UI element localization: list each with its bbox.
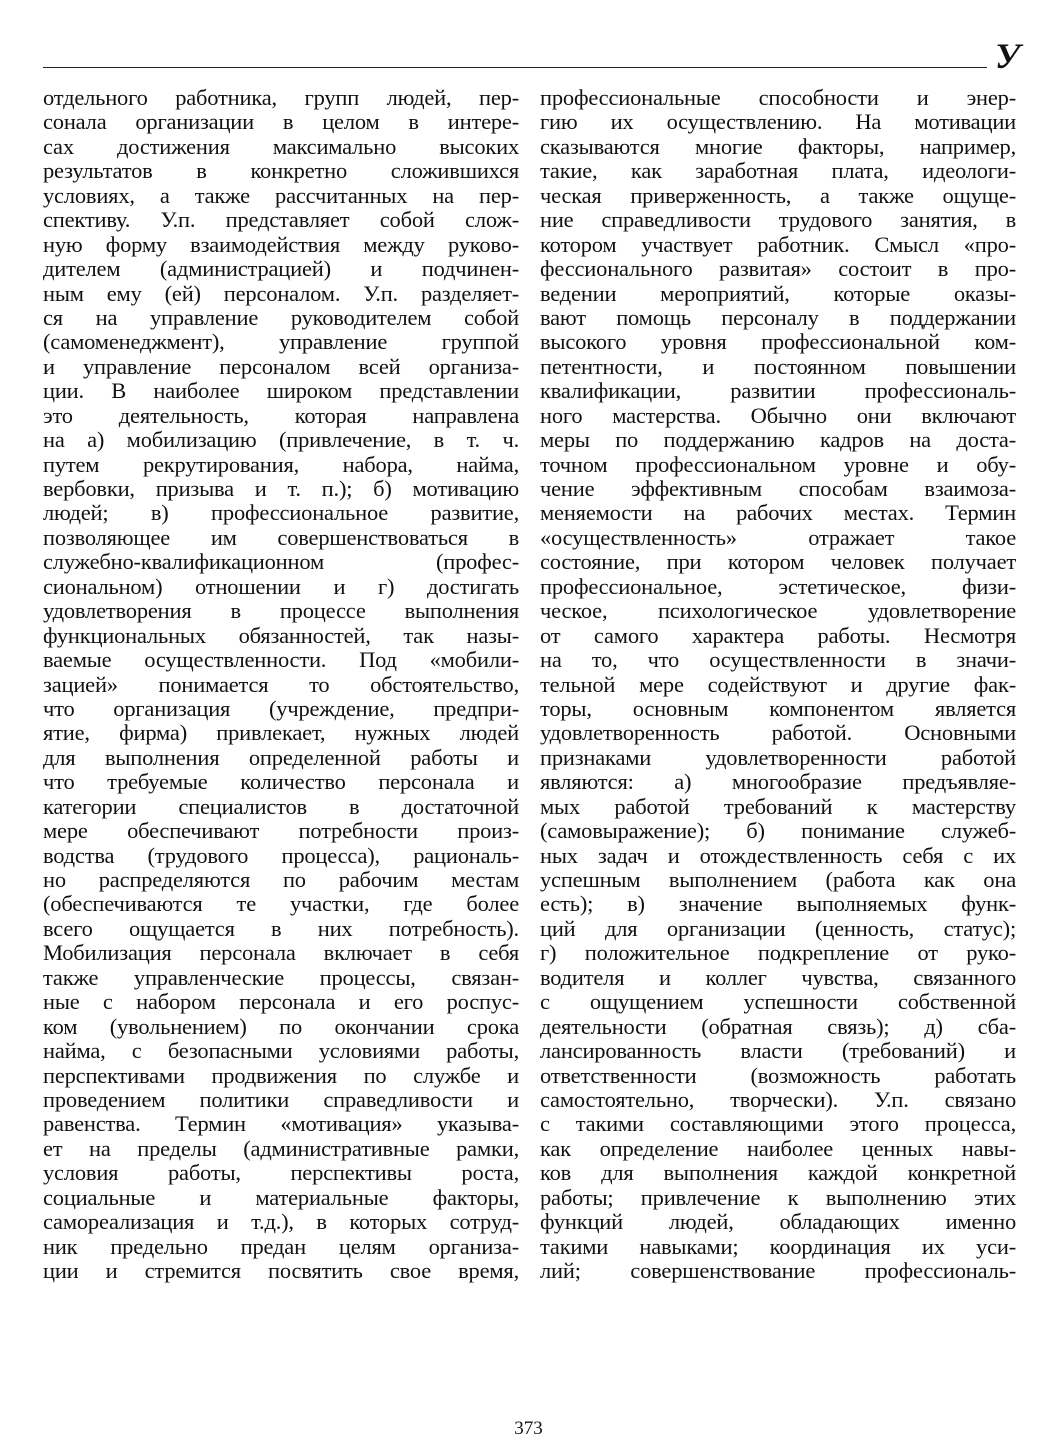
- text-line: категории специалистов в достаточной: [43, 793, 519, 819]
- text-line: квалификации, развитии профессиональ-: [540, 378, 1016, 404]
- text-line: что организация (учреждение, предпри-: [43, 695, 519, 721]
- text-line: позволяющее им совершенствоваться в: [43, 524, 519, 550]
- text-line: для выполнения определенной работы и: [43, 744, 519, 770]
- text-line: что требуемые количество персонала и: [43, 769, 519, 795]
- text-line: перспективами продвижения по службе и: [43, 1062, 519, 1088]
- text-line: ции. В наиболее широком представлении: [43, 378, 519, 404]
- text-line: отдельного работника, групп людей, пер-: [43, 85, 519, 110]
- text-line: на а) мобилизацию (привлечение, в т. ч.: [43, 427, 519, 453]
- text-line: профессиональные способности и энер-: [540, 85, 1016, 110]
- text-line: работы; привлечение к выполнению этих: [540, 1184, 1016, 1210]
- text-line: также управленческие процессы, связан-: [43, 964, 519, 990]
- text-line: самостоятельно, творчески). У.п. связано: [540, 1086, 1016, 1112]
- text-line: сонала организации в целом в интере-: [43, 109, 519, 135]
- text-line: являются: а) многообразие предъявляе-: [540, 769, 1016, 795]
- text-line: ведении мероприятий, которые оказы-: [540, 280, 1016, 306]
- text-line: ние справедливости трудового занятия, в: [540, 207, 1016, 233]
- text-line: ческое, психологическое удовлетворение: [540, 598, 1016, 624]
- text-line: мых работой требований к мастерству: [540, 793, 1016, 819]
- text-line: профессиональное, эстетическое, физи-: [540, 573, 1016, 599]
- text-line: дителем (администрацией) и подчинен-: [43, 256, 519, 282]
- text-line: социальные и материальные факторы,: [43, 1184, 519, 1210]
- text-line: сказываются многие факторы, например,: [540, 133, 1016, 159]
- text-line: есть); в) значение выполняемых функ-: [540, 891, 1016, 917]
- text-line: но распределяются по рабочим местам: [43, 867, 519, 892]
- text-line: ятие, фирма) привлекает, нужных людей: [43, 720, 519, 746]
- text-line: (обеспечиваются те участки, где более: [43, 891, 519, 917]
- text-line: с такими составляющими этого процесса,: [540, 1111, 1016, 1137]
- text-line: чение эффективным способам взаимоза-: [540, 476, 1016, 501]
- text-line: такие, как заработная плата, идеологи-: [540, 158, 1016, 184]
- text-line: мере обеспечивают потребности произ-: [43, 818, 519, 844]
- text-line: фессионального развитая» состоит в про-: [540, 256, 1016, 282]
- text-line: ции и стремится посвятить свое время,: [43, 1258, 519, 1283]
- text-line: ответственности (возможность работать: [540, 1062, 1016, 1088]
- text-line: вают помощь персоналу в поддержании: [540, 304, 1016, 330]
- text-line: условиях, а также рассчитанных на пер-: [43, 182, 519, 208]
- text-line: сиональном) отношении и г) достигать: [43, 573, 519, 599]
- text-line: удовлетворенность работой. Основными: [540, 720, 1016, 746]
- text-line: успешным выполнением (работа как она: [540, 867, 1016, 892]
- text-line: точном профессиональном уровне и обу-: [540, 451, 1016, 477]
- text-line: деятельности (обратная связь); д) сба-: [540, 1013, 1016, 1039]
- text-line: котором участвует работник. Смысл «про-: [540, 231, 1016, 257]
- text-line: такими навыками; координация их уси-: [540, 1233, 1016, 1259]
- text-line: лансированность власти (требований) и: [540, 1038, 1016, 1064]
- text-line: и управление персоналом всей организа-: [43, 353, 519, 379]
- text-line: Мобилизация персонала включает в себя: [43, 940, 519, 966]
- text-line: лий; совершенствование профессиональ-: [540, 1258, 1016, 1283]
- text-line: ся на управление руководителем собой: [43, 304, 519, 330]
- text-line: ваемые осуществленности. Под «мобили-: [43, 647, 519, 673]
- text-line: как определение наиболее ценных навы-: [540, 1135, 1016, 1161]
- text-line: результатов в конкретно сложившихся: [43, 158, 519, 184]
- text-line: найма, с безопасными условиями работы,: [43, 1038, 519, 1064]
- text-line: ций для организации (ценность, статус);: [540, 915, 1016, 941]
- text-line: функций людей, обладающих именно: [540, 1209, 1016, 1235]
- text-line: ком (увольнением) по окончании срока: [43, 1013, 519, 1039]
- text-line: ков для выполнения каждой конкретной: [540, 1160, 1016, 1186]
- text-line: сах достижения максимально высоких: [43, 133, 519, 159]
- text-line: состояние, при котором человек получает: [540, 549, 1016, 575]
- right-column: [540, 86, 1016, 1283]
- header-rule: [43, 67, 987, 68]
- text-line: условия работы, перспективы роста,: [43, 1160, 519, 1186]
- text-line: ных задач и отождествленность себя с их: [540, 842, 1016, 868]
- text-line: от самого характера работы. Несмотря: [540, 622, 1016, 648]
- text-line: функциональных обязанностей, так назы-: [43, 622, 519, 648]
- text-line: с ощущением успешности собственной: [540, 989, 1016, 1015]
- text-line: ник предельно предан целям организа-: [43, 1233, 519, 1259]
- text-line: ческая приверженность, а также ощуще-: [540, 182, 1016, 208]
- text-line: людей; в) профессиональное развитие,: [43, 500, 519, 526]
- text-line: ную форму взаимодействия между руково-: [43, 231, 519, 257]
- left-column: [43, 86, 519, 1283]
- text-line: служебно-квалификационном (профес-: [43, 549, 519, 575]
- text-line: высокого уровня профессиональной ком-: [540, 329, 1016, 355]
- section-letter: У: [995, 36, 1021, 76]
- text-line: это деятельность, которая направлена: [43, 402, 519, 428]
- text-line: зацией» понимается то обстоятельство,: [43, 671, 519, 697]
- text-line: «осуществленность» отражает такое: [540, 524, 1016, 550]
- text-line: проведением политики справедливости и: [43, 1086, 519, 1112]
- text-line: меняемости на рабочих местах. Термин: [540, 500, 1016, 526]
- text-line: на то, что осуществленности в значи-: [540, 647, 1016, 673]
- text-line: водства (трудового процесса), рациональ-: [43, 842, 519, 868]
- text-line: признаками удовлетворенности работой: [540, 744, 1016, 770]
- text-line: спективу. У.п. представляет собой слож-: [43, 207, 519, 233]
- text-line: ным ему (ей) персоналом. У.п. разделяет-: [43, 280, 519, 306]
- text-line: всего ощущается в них потребность).: [43, 915, 519, 941]
- text-line: гию их осуществлению. На мотивации: [540, 109, 1016, 135]
- text-line: ные с набором персонала и его роспус-: [43, 989, 519, 1015]
- text-line: петентности, и постоянном повышении: [540, 353, 1016, 379]
- text-line: водителя и коллег чувства, связанного: [540, 964, 1016, 990]
- text-line: ет на пределы (административные рамки,: [43, 1135, 519, 1161]
- text-line: (самоменеджмент), управление группой: [43, 329, 519, 355]
- text-line: вербовки, призыва и т. п.); б) мотивацию: [43, 476, 519, 501]
- text-line: меры по поддержанию кадров на доста-: [540, 427, 1016, 453]
- text-line: равенства. Термин «мотивация» указыва-: [43, 1111, 519, 1137]
- text-line: торы, основным компонентом является: [540, 695, 1016, 721]
- text-line: удовлетворения в процессе выполнения: [43, 598, 519, 624]
- text-line: самореализация и т.д.), в которых сотруд-: [43, 1209, 519, 1235]
- text-line: г) положительное подкрепление от руко-: [540, 940, 1016, 966]
- text-line: тельной мере содействуют и другие фак-: [540, 671, 1016, 697]
- text-line: путем рекрутирования, набора, найма,: [43, 451, 519, 477]
- text-line: ного мастерства. Обычно они включают: [540, 402, 1016, 428]
- page-number: 373: [514, 1418, 543, 1439]
- text-line: (самовыражение); б) понимание служеб-: [540, 818, 1016, 844]
